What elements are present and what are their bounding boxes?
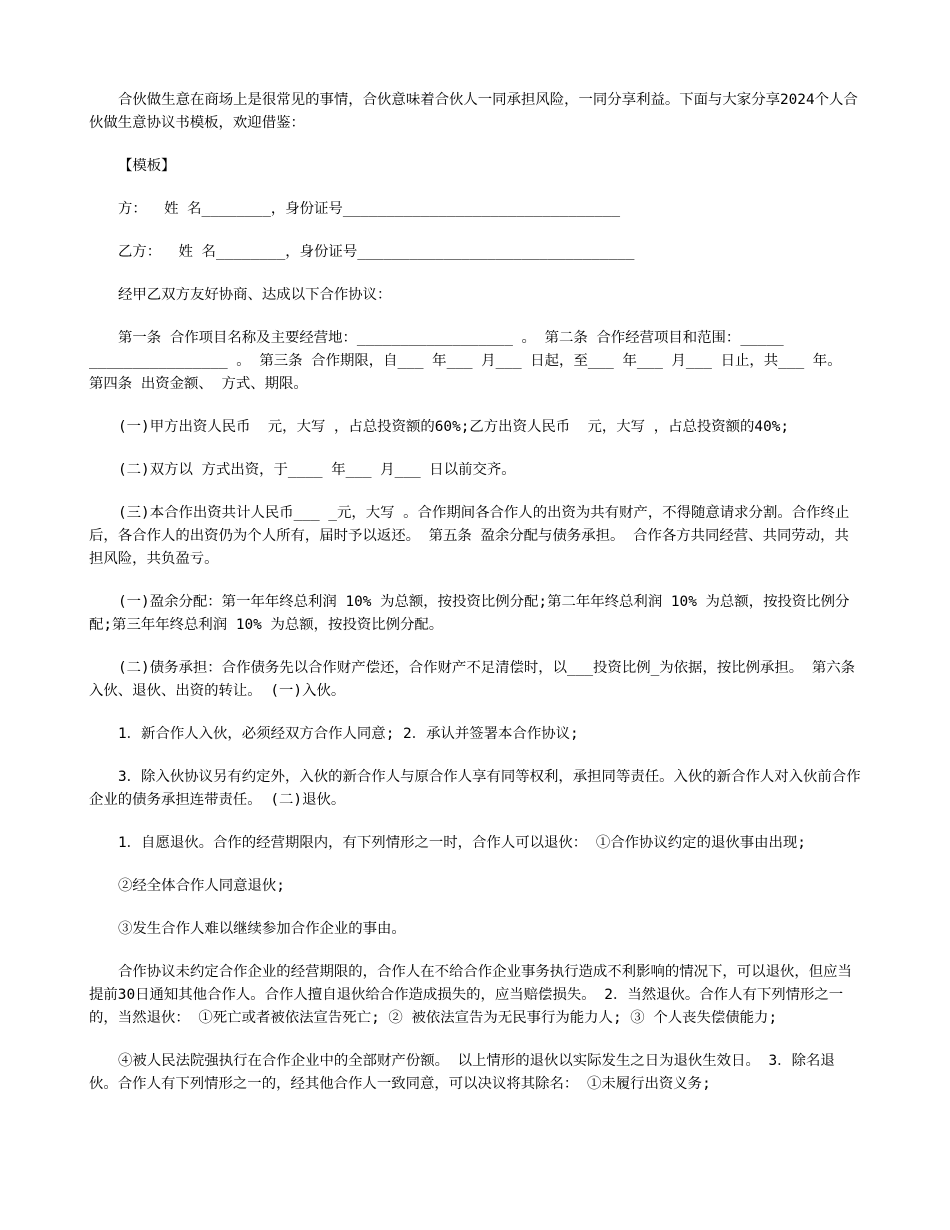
intro-paragraph: 合伙做生意在商场上是很常见的事情，合伙意味着合伙人一同承担风险，一同分享利益。下面与大家分享2024个人合伙做生意协议书模板，欢迎借鉴：: [89, 92, 858, 131]
withdrawal-expulsion: ④被人民法院强执行在合作企业中的全部财产份额。 以上情形的退伙以实际发生之日为退伙生效日。 3．除名退伙。合作人有下列情形之一的，经其他合作人一致同意，可以决议将其除名： ①未履行出资义务;: [89, 1053, 835, 1092]
party-b-line: 乙方： 姓 名________，身份证号________________________________: [118, 244, 635, 260]
debt-liability: (二)债务承担：合作债务先以合作财产偿还，合作财产不足清偿时，以___投资比例_为依据，按比例承担。 第六条 入伙、退伙、出资的转让。 (一)入伙。: [89, 660, 864, 699]
admission-clause-3: 3．除入伙协议另有约定外，入伙的新合作人与原合作人享有同等权利，承担同等责任。入伙的新合作人对入伙前合作企业的债务承担连带责任。 (二)退伙。: [89, 769, 861, 808]
articles-1-4: 第一条 合作项目名称及主要经营地：__________________ 。 第二条 合作经营项目和范围：_____ ________________ 。 第三条 合作期限，自___ 年___ 月___ 日起，至___ 年___ 月___ 日止，共___ 年。 第四条 出资金额、 方式、期限。: [89, 330, 851, 392]
withdrawal-item-2: ②经全体合作人同意退伙;: [118, 878, 285, 894]
capital-contribution-3: (三)本合作出资共计人民币___ _元，大写 。合作期间各合作人的出资为共有财产，不得随意请求分割。合作终止后，各合作人的出资仍为个人所有，届时予以返还。 第五条 盈余分配与债务承担。 合作各方共同经营、共同劳动，共担风险，共负盈亏。: [89, 505, 850, 567]
party-a-line: 方： 姓 名________，身份证号________________________________: [118, 201, 621, 217]
capital-contribution-1: (一)甲方出资人民币 元，大写 ，占总投资额的60%;乙方出资人民币 元，大写 ，占总投资额的40%;: [118, 419, 790, 435]
admission-clause-1-2: 1．新合作人入伙，必须经双方合作人同意; 2．承认并签署本合作协议;: [118, 726, 579, 742]
withdrawal-unspecified-term: 合作协议未约定合作企业的经营期限的，合作人在不给合作企业事务执行造成不利影响的情况下，可以退伙，但应当提前30日通知其他合作人。合作人擅自退伙给合作造成损失的，应当赔偿损失。 2．当然退伙。合作人有下列情形之一的，当然退伙： ①死亡或者被依法宣告死亡; ② 被依法宣告为无民事行为能力人; ③ 个人丧失偿债能力;: [89, 964, 852, 1026]
document-body: [89, 89, 864, 1116]
agreement-preamble: 经甲乙双方友好协商、达成以下合作协议：: [118, 287, 392, 303]
withdrawal-item-3: ③发生合作人难以继续参加合作企业的事由。: [118, 921, 406, 937]
withdrawal-voluntary: 1．自愿退伙。合作的经营期限内，有下列情形之一时，合作人可以退伙： ①合作协议约定的退伙事由出现;: [118, 835, 806, 851]
capital-contribution-2: (二)双方以 方式出资，于____ 年___ 月___ 日以前交齐。: [118, 462, 516, 478]
template-heading: 【模板】: [118, 158, 176, 174]
profit-distribution: (一)盈余分配：第一年年终总利润 10% 为总额，按投资比例分配;第二年年终总利润 10% 为总额，按投资比例分配;第三年年终总利润 10% 为总额，按投资比例分配。: [89, 594, 850, 633]
